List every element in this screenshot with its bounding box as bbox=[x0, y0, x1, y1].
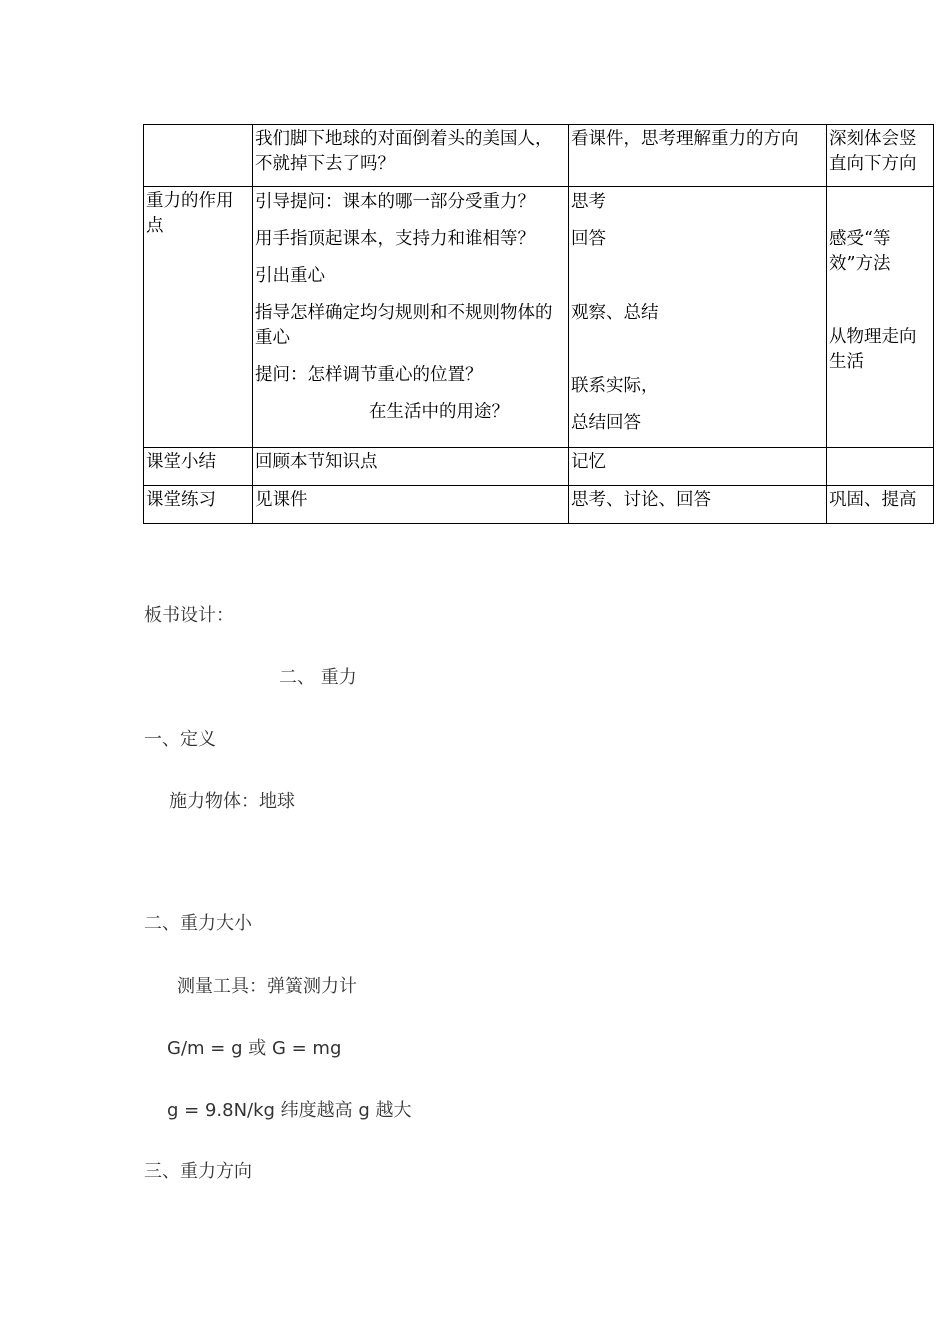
table-cell: 看课件，思考理解重力的方向 bbox=[569, 125, 827, 187]
table-cell bbox=[253, 187, 569, 448]
table-cell: 回顾本节知识点 bbox=[253, 448, 569, 486]
definition-line: 施力物体：地球 bbox=[169, 791, 295, 812]
cell-line: 联系实际， bbox=[571, 376, 659, 396]
lesson-table bbox=[143, 124, 934, 524]
table-cell: 我们脚下地球的对面倒着头的美国人，不就掉下去了吗？ bbox=[253, 125, 569, 187]
table-cell: 见课件 bbox=[253, 486, 569, 524]
table-cell: 巩固、提高 bbox=[827, 486, 934, 524]
formula-line: g = 9.8N/kg 纬度越高 g 越大 bbox=[167, 1100, 412, 1121]
table-row bbox=[144, 486, 934, 524]
board-design-heading: 板书设计： bbox=[144, 605, 234, 626]
table-cell: 深刻体会竖直向下方向 bbox=[827, 125, 934, 187]
cell-line: 引导提问：课本的哪一部分受重力？ bbox=[255, 192, 535, 212]
cell-line: 回答 bbox=[571, 229, 606, 249]
table-cell bbox=[569, 187, 827, 448]
cell-line: 用手指顶起课本，支持力和谁相等？ bbox=[255, 229, 535, 249]
section-direction: 三、重力方向 bbox=[144, 1161, 252, 1182]
cell-line: 观察、总结 bbox=[571, 303, 659, 323]
table-cell: 课堂练习 bbox=[144, 486, 253, 524]
table-cell bbox=[827, 448, 934, 486]
cell-line: 指导怎样确定均匀规则和不规则物体的重心 bbox=[255, 303, 553, 348]
cell-line: 提问：怎样调节重心的位置？ bbox=[255, 365, 483, 385]
cell-line: 从物理走向生活 bbox=[829, 327, 917, 372]
cell-line: 总结回答 bbox=[571, 413, 641, 433]
section-magnitude: 二、重力大小 bbox=[144, 913, 252, 934]
cell-line: 思考 bbox=[571, 192, 606, 212]
table-cell: 重力的作用点 bbox=[144, 187, 253, 448]
section-definition: 一、定义 bbox=[144, 729, 216, 750]
table-cell bbox=[144, 125, 253, 187]
formula-line: G/m = g 或 G = mg bbox=[167, 1038, 342, 1059]
table-cell: 课堂小结 bbox=[144, 448, 253, 486]
table-row bbox=[144, 125, 934, 187]
board-title: 二、 重力 bbox=[279, 667, 357, 688]
cell-line: 感受“等效”方法 bbox=[829, 229, 891, 274]
table-cell: 记忆 bbox=[569, 448, 827, 486]
table-cell bbox=[827, 187, 934, 448]
cell-line: 引出重心 bbox=[255, 266, 325, 286]
table-row bbox=[144, 187, 934, 448]
table-cell: 思考、讨论、回答 bbox=[569, 486, 827, 524]
cell-line: 在生活中的用途？ bbox=[369, 402, 509, 422]
table-row bbox=[144, 448, 934, 486]
magnitude-line: 测量工具：弹簧测力计 bbox=[177, 976, 357, 997]
